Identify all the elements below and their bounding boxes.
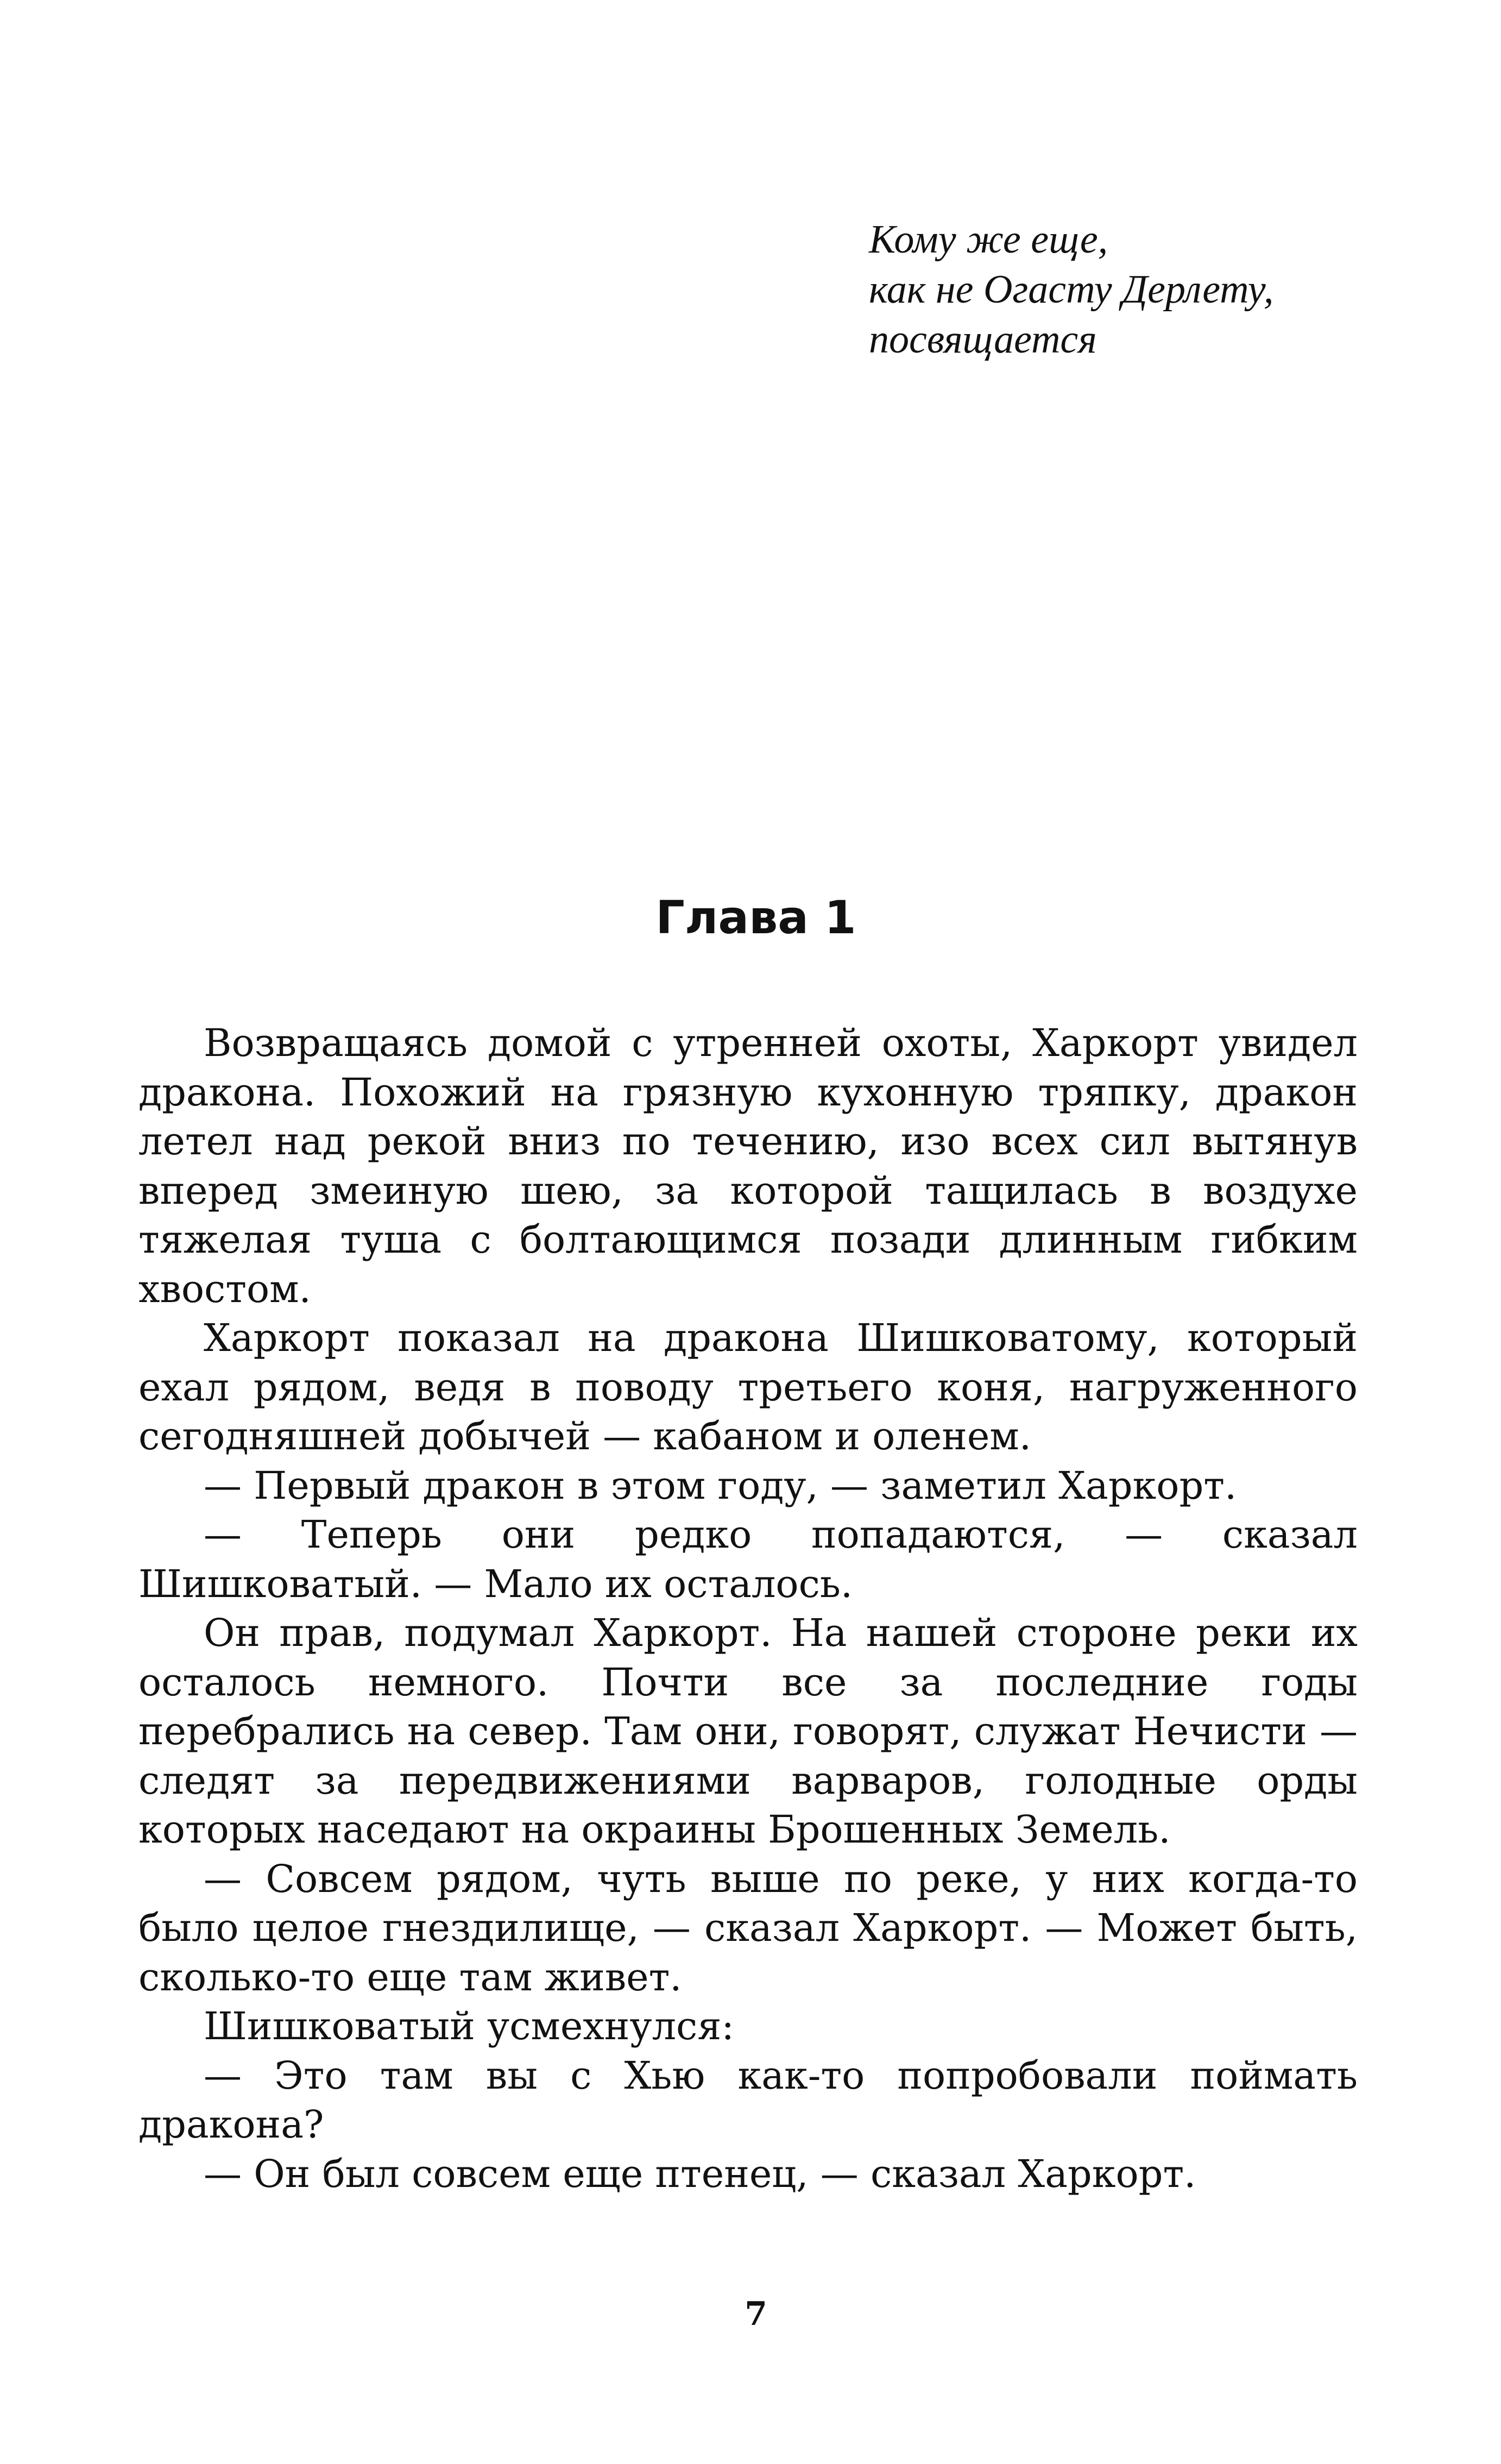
dedication-line: Кому же еще, — [869, 217, 1108, 262]
paragraph: Харкорт показал на дракона Шишковатому, который ехал рядом, ведя в поводу третьего коня, нагруженного сегодняшней добычей — кабаном и оленем. — [138, 1316, 1358, 1459]
paragraph: — Это там вы с Хью как-то попробовали поймать дракона? — [138, 2053, 1358, 2147]
paragraph: — Он был совсем еще птенец, — сказал Харкорт. — [204, 2151, 1196, 2196]
page-number: 7 — [745, 2295, 767, 2333]
chapter-body — [138, 1019, 1358, 2198]
paragraph: — Теперь они редко попадаются, — сказал Шишковатый. — Мало их осталось. — [138, 1512, 1358, 1606]
paragraph: — Первый дракон в этом году, — заметил Харкорт. — [204, 1463, 1237, 1508]
dedication — [869, 215, 1273, 364]
chapter-title: Глава 1 — [655, 891, 856, 944]
dedication-line: посвящается — [869, 317, 1097, 362]
paragraph: Шишковатый усмехнулся: — [204, 2004, 734, 2048]
dedication-line: как не Огасту Дерлету, — [869, 267, 1274, 312]
paragraph: — Совсем рядом, чуть выше по реке, у них когда-то было целое гнездилище, — сказал Харкорт. — Может быть, сколько-то еще там живет. — [138, 1856, 1358, 2000]
paragraph: Он прав, подумал Харкорт. На нашей стороне реки их осталось немного. Почти все за последние годы перебрались на север. Там они, говорят, служат Нечисти — следят за передвижениями варваров, голодные орды которых наседают на окраины Брошенных Земель. — [138, 1611, 1358, 1852]
paragraph: Возвращаясь домой с утренней охоты, Харкорт увидел дракона. Похожий на грязную кухонную тряпку, дракон летел над рекой вниз по течению, изо всех сил вытянув вперед змеиную шею, за которой тащилась в воздухе тяжелая туша с болтающимся позади длинным гибким хвостом. — [138, 1021, 1358, 1311]
